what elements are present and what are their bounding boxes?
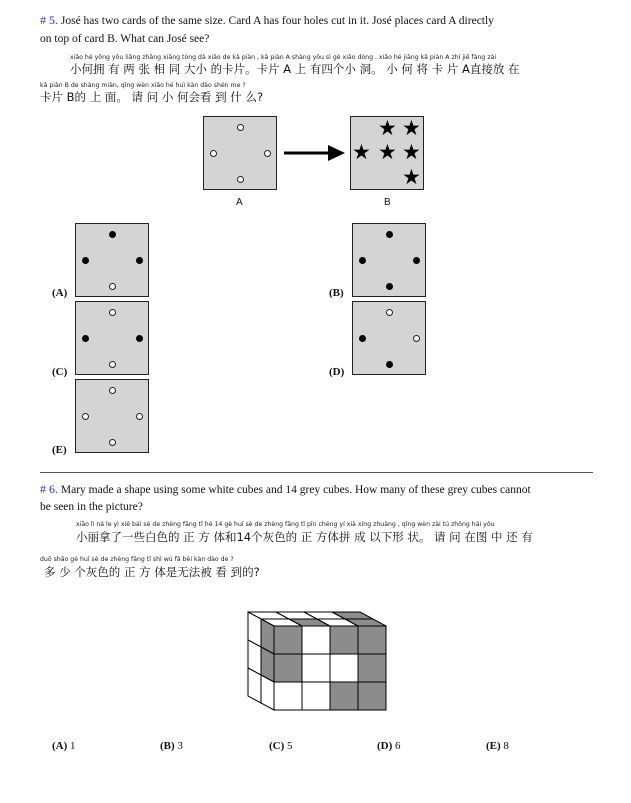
black-dot — [386, 283, 393, 290]
white-dot — [136, 413, 143, 420]
black-dot — [109, 231, 116, 238]
q6-pinyin-line2: duō shǎo gè huī sè de zhèng fāng tǐ shì wú fǎ bèi kàn dào de ? — [40, 556, 234, 563]
q5-option-b-card[interactable] — [352, 223, 426, 297]
q5-chinese-line2: 卡片 B的 上 面。 请 问 小 何会看 到 什 么? — [40, 90, 264, 104]
q5-text-line1: # 5. José has two cards of the same size. Card A has four holes cut in it. José places card A directly — [40, 13, 494, 27]
q5-chinese-line1: 小何拥 有 两 张 相 同 大小 的卡片。卡片 A 上 有四个小 洞。 小 何 将 卡 片 A直接放 在 — [70, 62, 520, 76]
q5-option-d-card[interactable] — [352, 301, 426, 375]
q6-chinese-line1: 小丽拿了一些白色的 正 方 体和14个灰色的 正 方体拼 成 以下形 状。 请 问 在图 中 还 有 — [76, 530, 533, 544]
q5-pinyin-line1: xiǎo hé yōng yǒu liǎng zhāng xiāng tóng dà xiǎo de kǎ piàn , kǎ piàn A shàng yǒu sì gè xiǎo dòng , xiǎo hé jiāng kǎ piàn A zhí jiē fàng zài — [70, 54, 497, 61]
white-dot — [109, 387, 116, 394]
black-dot — [386, 361, 393, 368]
black-dot — [136, 257, 143, 264]
q5-option-c-card[interactable] — [75, 301, 149, 375]
black-dot — [136, 335, 143, 342]
q5-option-c-label[interactable]: (C) — [52, 366, 68, 378]
white-dot — [109, 361, 116, 368]
q5-option-e-card[interactable] — [75, 379, 149, 453]
white-dot — [109, 283, 116, 290]
card-a-hole-right — [264, 150, 271, 157]
star-icon: ★ — [378, 116, 397, 140]
card-b-label: B — [384, 197, 391, 208]
black-dot — [359, 335, 366, 342]
q5-pinyin-line2: kǎ piàn B de shàng miàn, qǐng wèn xiǎo hé huì kàn dào shén me ? — [40, 82, 246, 89]
q6-chinese-line2: 多 少 个灰色的 正 方 体是无法被 看 到的? — [44, 565, 260, 579]
q5-number: # 5. — [40, 13, 58, 27]
right-arrow-icon — [284, 144, 346, 162]
card-a-hole-left — [210, 150, 217, 157]
star-icon: ★ — [402, 165, 421, 189]
q5-option-a-label[interactable]: (A) — [52, 287, 68, 299]
q6-text-line2: be seen in the picture? — [40, 501, 143, 513]
white-dot — [413, 335, 420, 342]
q5-option-a-card[interactable] — [75, 223, 149, 297]
white-dot — [82, 413, 89, 420]
q5-option-d-label[interactable]: (D) — [329, 366, 345, 378]
white-dot — [109, 309, 116, 316]
question-divider — [40, 472, 593, 473]
card-a-label: A — [236, 197, 243, 208]
card-b — [350, 116, 424, 190]
q6-number: # 6. — [40, 482, 58, 496]
q5-option-b-label[interactable]: (B) — [329, 287, 344, 299]
black-dot — [359, 257, 366, 264]
card-a-hole-bottom — [237, 176, 244, 183]
star-icon: ★ — [378, 140, 397, 164]
black-dot — [413, 257, 420, 264]
q6-option-a[interactable]: (A) 1 — [52, 740, 76, 752]
cube-figure — [244, 608, 390, 716]
star-icon: ★ — [352, 140, 371, 164]
black-dot — [82, 257, 89, 264]
q6-option-b[interactable]: (B) 3 — [160, 740, 183, 752]
star-icon: ★ — [402, 140, 421, 164]
star-icon: ★ — [402, 116, 421, 140]
q6-option-c[interactable]: (C) 5 — [269, 740, 293, 752]
q6-option-d[interactable]: (D) 6 — [377, 740, 401, 752]
black-dot — [82, 335, 89, 342]
card-a — [203, 116, 277, 190]
white-dot — [386, 309, 393, 316]
card-a-hole-top — [237, 124, 244, 131]
black-dot — [386, 231, 393, 238]
q5-text-line2: on top of card B. What can José see? — [40, 33, 210, 45]
q6-option-e[interactable]: (E) 8 — [486, 740, 509, 752]
q6-text-line1: # 6. Mary made a shape using some white cubes and 14 grey cubes. How many of these grey cubes cannot — [40, 482, 531, 496]
q6-pinyin-line1: xiǎo lì ná le yì xiē bái sè de zhèng fāng tǐ hé 14 gè huī sè de zhèng fāng tǐ pīn chéng yí xià xíng zhuàng , qǐng wèn zài tú zhōng hái yǒu — [76, 521, 495, 528]
white-dot — [109, 439, 116, 446]
q5-option-e-label[interactable]: (E) — [52, 444, 67, 456]
